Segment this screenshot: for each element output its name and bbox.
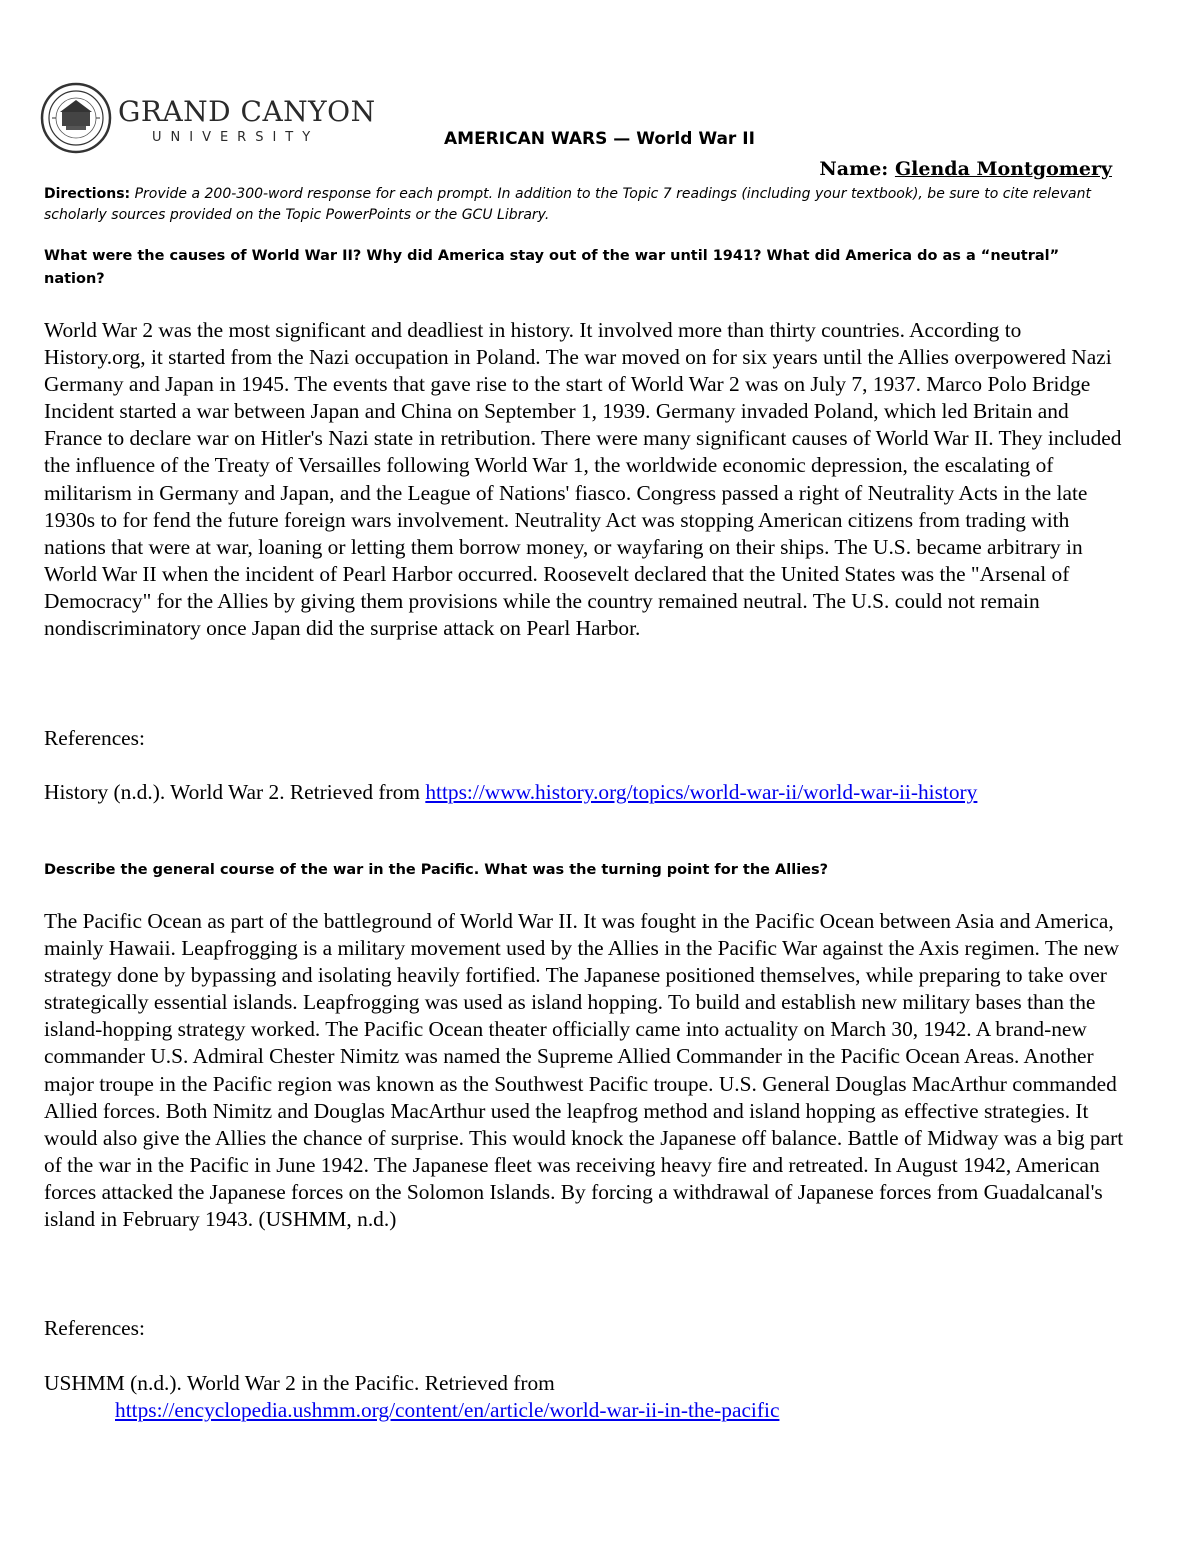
directions [44,184,1134,226]
answer-2: The Pacific Ocean as part of the battleground of World War II. It was fought in the Pacific Ocean between Asia and America, mainly Hawaii. Leapfrogging is a military movement used by the Allies in the Pacific War against the Axis regimen. The new strategy done by bypassing and isolating heavily fortified. The Japanese positioned themselves, while preparing to take over strategically essential islands. Leapfrogging was used as island hopping. To build and establish new military bases than the island-hopping strategy worked. The Pacific Ocean theater officially came into actuality on March 30, 1942. A brand-new commander U.S. Admiral Chester Nimitz was named the Supreme Allied Commander in the Pacific Ocean Areas. Another major troupe in the Pacific region was known as the Southwest Pacific troupe. U.S. General Douglas MacArthur commanded Allied forces. Both Nimitz and Douglas MacArthur used the leapfrog method and island hopping as effective strategies. It would also give the Allies the chance of surprise. This would knock the Japanese off balance. Battle of Midway was a big part of the war in the Pacific in June 1942. The Japanese fleet was receiving heavy fire and retreated. In August 1942, American forces attacked the Japanese forces on the Solomon Islands. By forcing a withdrawal of Japanese forces from Guadalcanal's island in February 1943. (USHMM, n.d.) [44,909,1124,1232]
references-label-1: References: [44,726,145,750]
reference-entry-1 [44,779,1144,806]
question-2: Describe the general course of the war in the Pacific. What was the turning point for the Allies? [44,862,829,878]
document-title: AMERICAN WARS — World War II [444,129,755,149]
reference-link-2[interactable]: https://encyclopedia.ushmm.org/content/en/article/world-war-ii-in-the-pacific [115,1398,780,1422]
logo-subtitle: UNIVERSITY [152,130,320,145]
directions-text: Provide a 200-300-word response for each prompt. In addition to the Topic 7 readings (including your textbook), be sure to cite relevant scholarly sources provided on the Topic PowerPoints or the GCU Library. [44,186,1091,223]
logo-wordmark: GRAND CANYON [118,95,376,128]
university-logo [40,82,376,158]
reference-entry-2 [44,1370,1144,1424]
reference-text-2: USHMM (n.d.). World War 2 in the Pacific. Retrieved from [44,1371,555,1395]
student-name-line [819,156,1112,182]
references-label-2: References: [44,1316,145,1340]
name-label: Name: [819,158,889,180]
directions-label: Directions: [44,186,131,202]
answer-1: World War 2 was the most significant and deadliest in history. It involved more than thirty countries. According to History.org, it started from the Nazi occupation in Poland. The war moved on for six years until the Allies overpowered Nazi Germany and Japan in 1945. The events that gave rise to the start of World War 2 was on July 7, 1937. Marco Polo Bridge Incident started a war between Japan and China on September 1, 1939. Germany invaded Poland, which led Britain and France to declare war on Hitler's Nazi state in retribution. There were many significant causes of World War II. They included the influence of the Treaty of Versailles following World War 1, the worldwide economic depression, the escalating of militarism in Germany and Japan, and the League of Nations' fiasco. Congress passed a right of Neutrality Acts in the late 1930s to for fend the future foreign wars involvement. Neutrality Act was stopping American citizens from trading with nations that were at war, loaning or letting them borrow money, or wayfaring on their ships. The U.S. became arbitrary in World War II when the incident of Pearl Harbor occurred. Roosevelt declared that the United States was the "Arsenal of Democracy" for the Allies by giving them provisions while the country remained neutral. The U.S. could not remain nondiscriminatory once Japan did the surprise attack on Pearl Harbor. [44,318,1122,641]
reference-text-1: History (n.d.). World War 2. Retrieved from [44,780,420,804]
student-name: Glenda Montgomery [894,158,1112,180]
university-seal-icon [40,82,112,154]
reference-link-1[interactable]: https://www.history.org/topics/world-war-ii/world-war-ii-history [425,780,978,804]
question-1: What were the causes of World War II? Why did America stay out of the war until 1941? What did America do as a “neutral” nation? [44,248,1060,287]
